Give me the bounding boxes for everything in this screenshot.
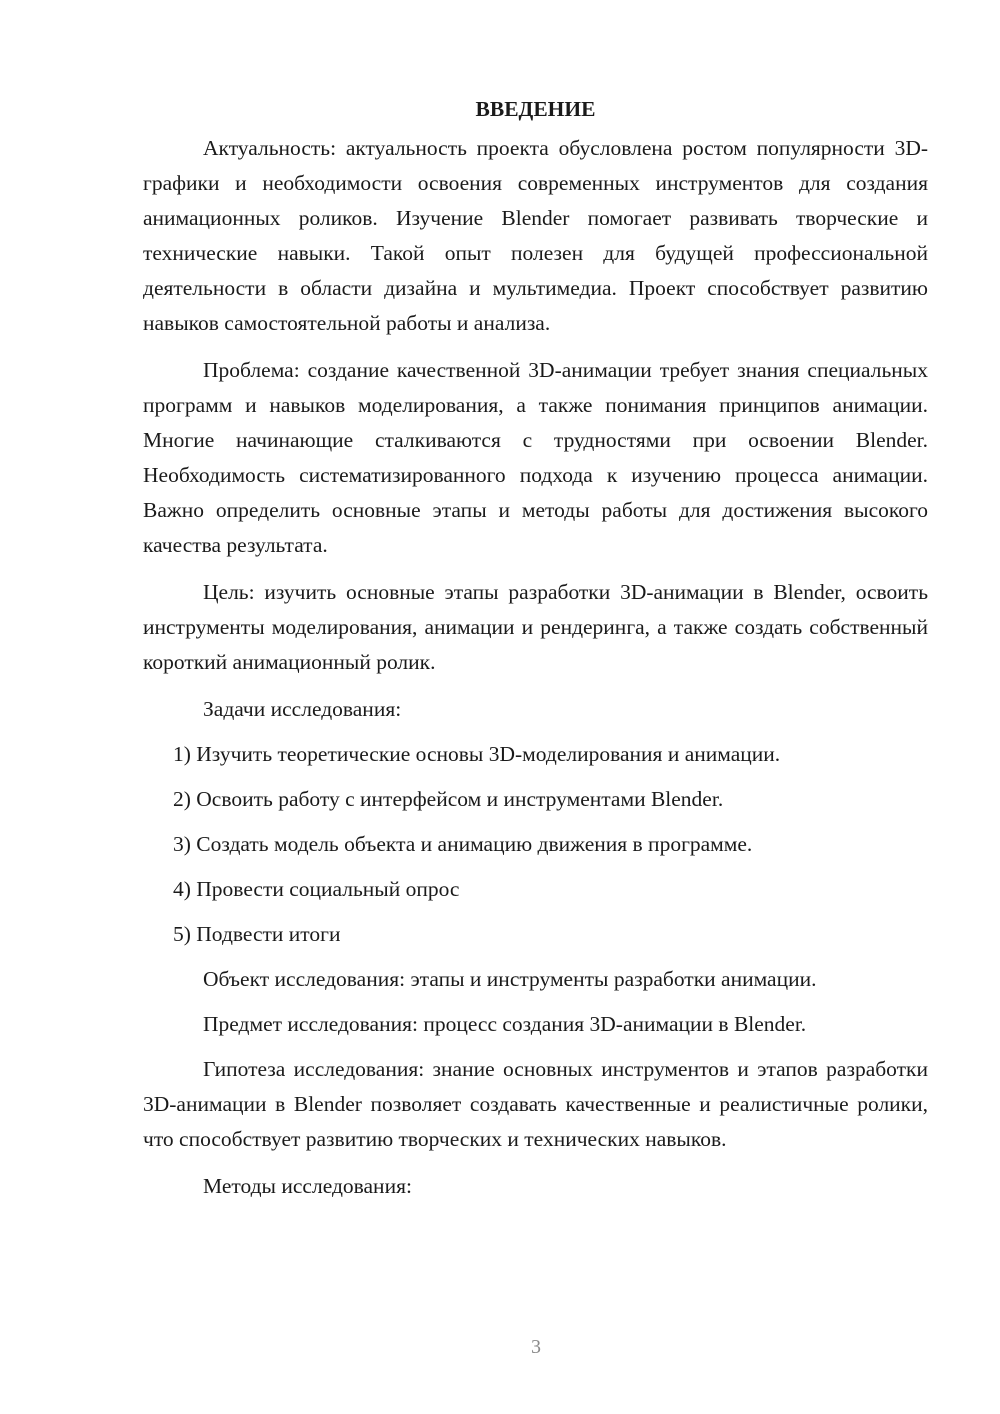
list-item: 1) Изучить теоретические основы 3D-моделирования и анимации. xyxy=(173,742,781,766)
list-item: 2) Освоить работу с интерфейсом и инструментами Blender. xyxy=(173,787,724,811)
list-item: 4) Провести социальный опрос xyxy=(173,877,460,901)
subject-paragraph: Предмет исследования: процесс создания 3D-анимации в Blender. xyxy=(203,1012,807,1036)
document-page xyxy=(143,96,928,1214)
list-item: 5) Подвести итоги xyxy=(173,922,341,946)
list-item: 3) Создать модель объекта и анимацию движения в программе. xyxy=(173,832,753,856)
tasks-label: Задачи исследования: xyxy=(203,697,402,721)
tasks-list xyxy=(143,737,928,952)
goal-paragraph: Цель: изучить основные этапы разработки 3D-анимации в Blender, освоить инструменты моделирования, анимации и рендеринга, а также создать собственный короткий анимационный ролик. xyxy=(143,580,928,674)
section-title: ВВЕДЕНИЕ xyxy=(475,97,596,121)
hypothesis-paragraph: Гипотеза исследования: знание основных инструментов и этапов разработки 3D-анимации в Blender позволяет создавать качественные и реалистичные ролики, что способствует развитию творческих и технических навыков. xyxy=(143,1057,928,1151)
relevance-paragraph: Актуальность: актуальность проекта обусловлена ростом популярности 3D-графики и необходимости освоения современных инструментов для создания анимационных роликов. Изучение Blender помогает развивать творческие и технические навыки. Такой опыт полезен для будущей профессиональной деятельности в области дизайна и мультимедиа. Проект способствует развитию навыков самостоятельной работы и анализа. xyxy=(143,136,928,335)
page-number: 3 xyxy=(531,1336,541,1358)
problem-paragraph: Проблема: создание качественной 3D-анимации требует знания специальных программ и навыков моделирования, а также понимания принципов анимации. Многие начинающие сталкиваются с трудностями при освоении Blender. Необходимость систематизированного подхода к изучению процесса анимации. Важно определить основные этапы и методы работы для достижения высокого качества результата. xyxy=(143,358,928,557)
object-paragraph: Объект исследования: этапы и инструменты разработки анимации. xyxy=(203,967,817,991)
methods-label: Методы исследования: xyxy=(203,1174,412,1198)
